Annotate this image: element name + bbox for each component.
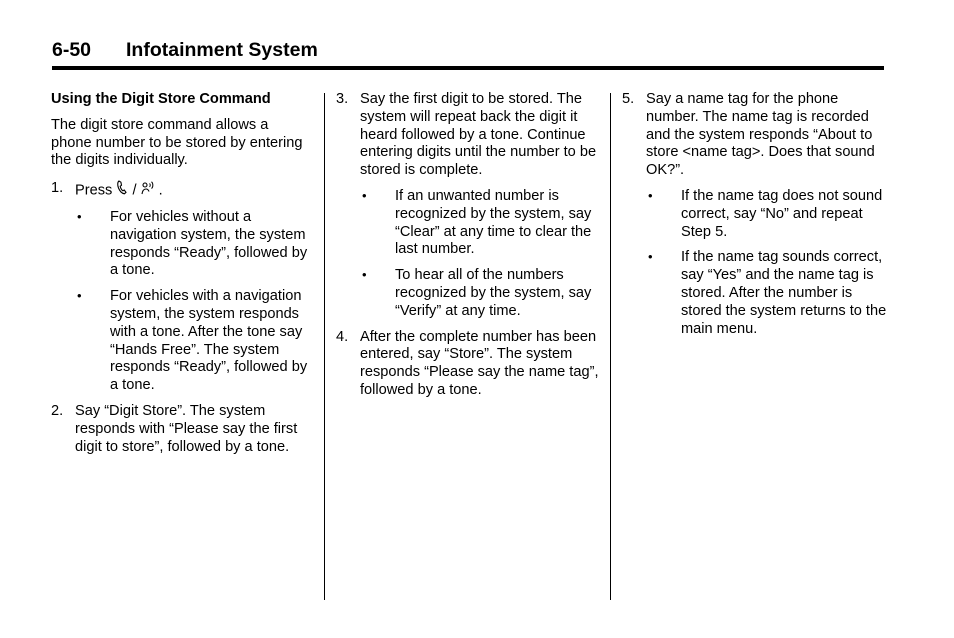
intro-paragraph: The digit store command allows a phone number to be stored by entering the digits individually. <box>51 116 303 169</box>
step-number: 1. <box>51 180 64 197</box>
step-5 <box>622 91 888 180</box>
step-separator: / <box>132 182 137 199</box>
bullet-marker: • <box>77 288 82 304</box>
bullet-marker: • <box>362 187 367 203</box>
phone-icon <box>116 180 128 201</box>
bullet-marker: • <box>362 267 367 283</box>
step-3 <box>336 91 600 180</box>
step-text: Say the first digit to be stored. The system will repeat back the digit it heard followed by a tone. Continue entering digits until the number to be stored is complete. <box>360 91 597 179</box>
step-number: 4. <box>336 328 349 345</box>
step-number: 2. <box>51 402 64 419</box>
step-2 <box>51 403 313 456</box>
column-divider <box>610 93 611 600</box>
bullet-text: For vehicles without a navigation system, the system responds “Ready”, followed by a tone. <box>110 208 308 279</box>
bullet-text: If the name tag does not sound correct, say “No” and repeat Step 5. <box>681 187 883 240</box>
bullet-marker: • <box>648 249 653 265</box>
page-header <box>52 38 884 70</box>
bullet-text: To hear all of the numbers recognized by the system, say “Verify” at any time. <box>395 267 592 319</box>
step-text: Say a name tag for the phone number. The name tag is recorded and the system responds “About to store <name tag>. Does that sound OK?”. <box>646 91 875 179</box>
step-text: Press <box>75 182 113 199</box>
column-1 <box>51 91 313 464</box>
list-item <box>336 188 600 259</box>
list-item <box>622 249 888 338</box>
column-divider <box>324 93 325 600</box>
page-number: 6-50 <box>52 39 92 61</box>
list-item <box>622 188 888 241</box>
list-item <box>336 267 600 320</box>
step-1 <box>51 180 313 201</box>
step-number: 5. <box>622 91 635 107</box>
bullet-text: For vehicles with a navigation system, the system responds with a tone. After the tone say “Hands Free”. The system responds “Ready”, followed by a tone. <box>110 288 308 394</box>
column-3 <box>622 91 888 346</box>
column-2 <box>336 91 600 408</box>
step-number: 3. <box>336 91 349 107</box>
step-end: . <box>158 182 163 199</box>
subheading: Using the Digit Store Command <box>51 91 271 107</box>
section-title: Infotainment System <box>126 39 318 61</box>
list-item <box>51 209 313 280</box>
voice-icon <box>141 180 155 201</box>
step-4 <box>336 329 600 400</box>
bullet-text: If the name tag sounds correct, say “Yes” and the name tag is stored. After the number is stored the system returns to the main menu. <box>681 249 887 337</box>
bullet-text: If an unwanted number is recognized by the system, say “Clear” at any time to clear the last number. <box>395 187 592 258</box>
step-text: Say “Digit Store”. The system responds with “Please say the first digit to store”, followed by a tone. <box>75 402 298 455</box>
list-item <box>51 288 313 395</box>
step-text: After the complete number has been entered, say “Store”. The system responds “Please say the name tag”, followed by a tone. <box>360 328 599 398</box>
bullet-marker: • <box>648 187 653 203</box>
bullet-marker: • <box>77 208 82 224</box>
